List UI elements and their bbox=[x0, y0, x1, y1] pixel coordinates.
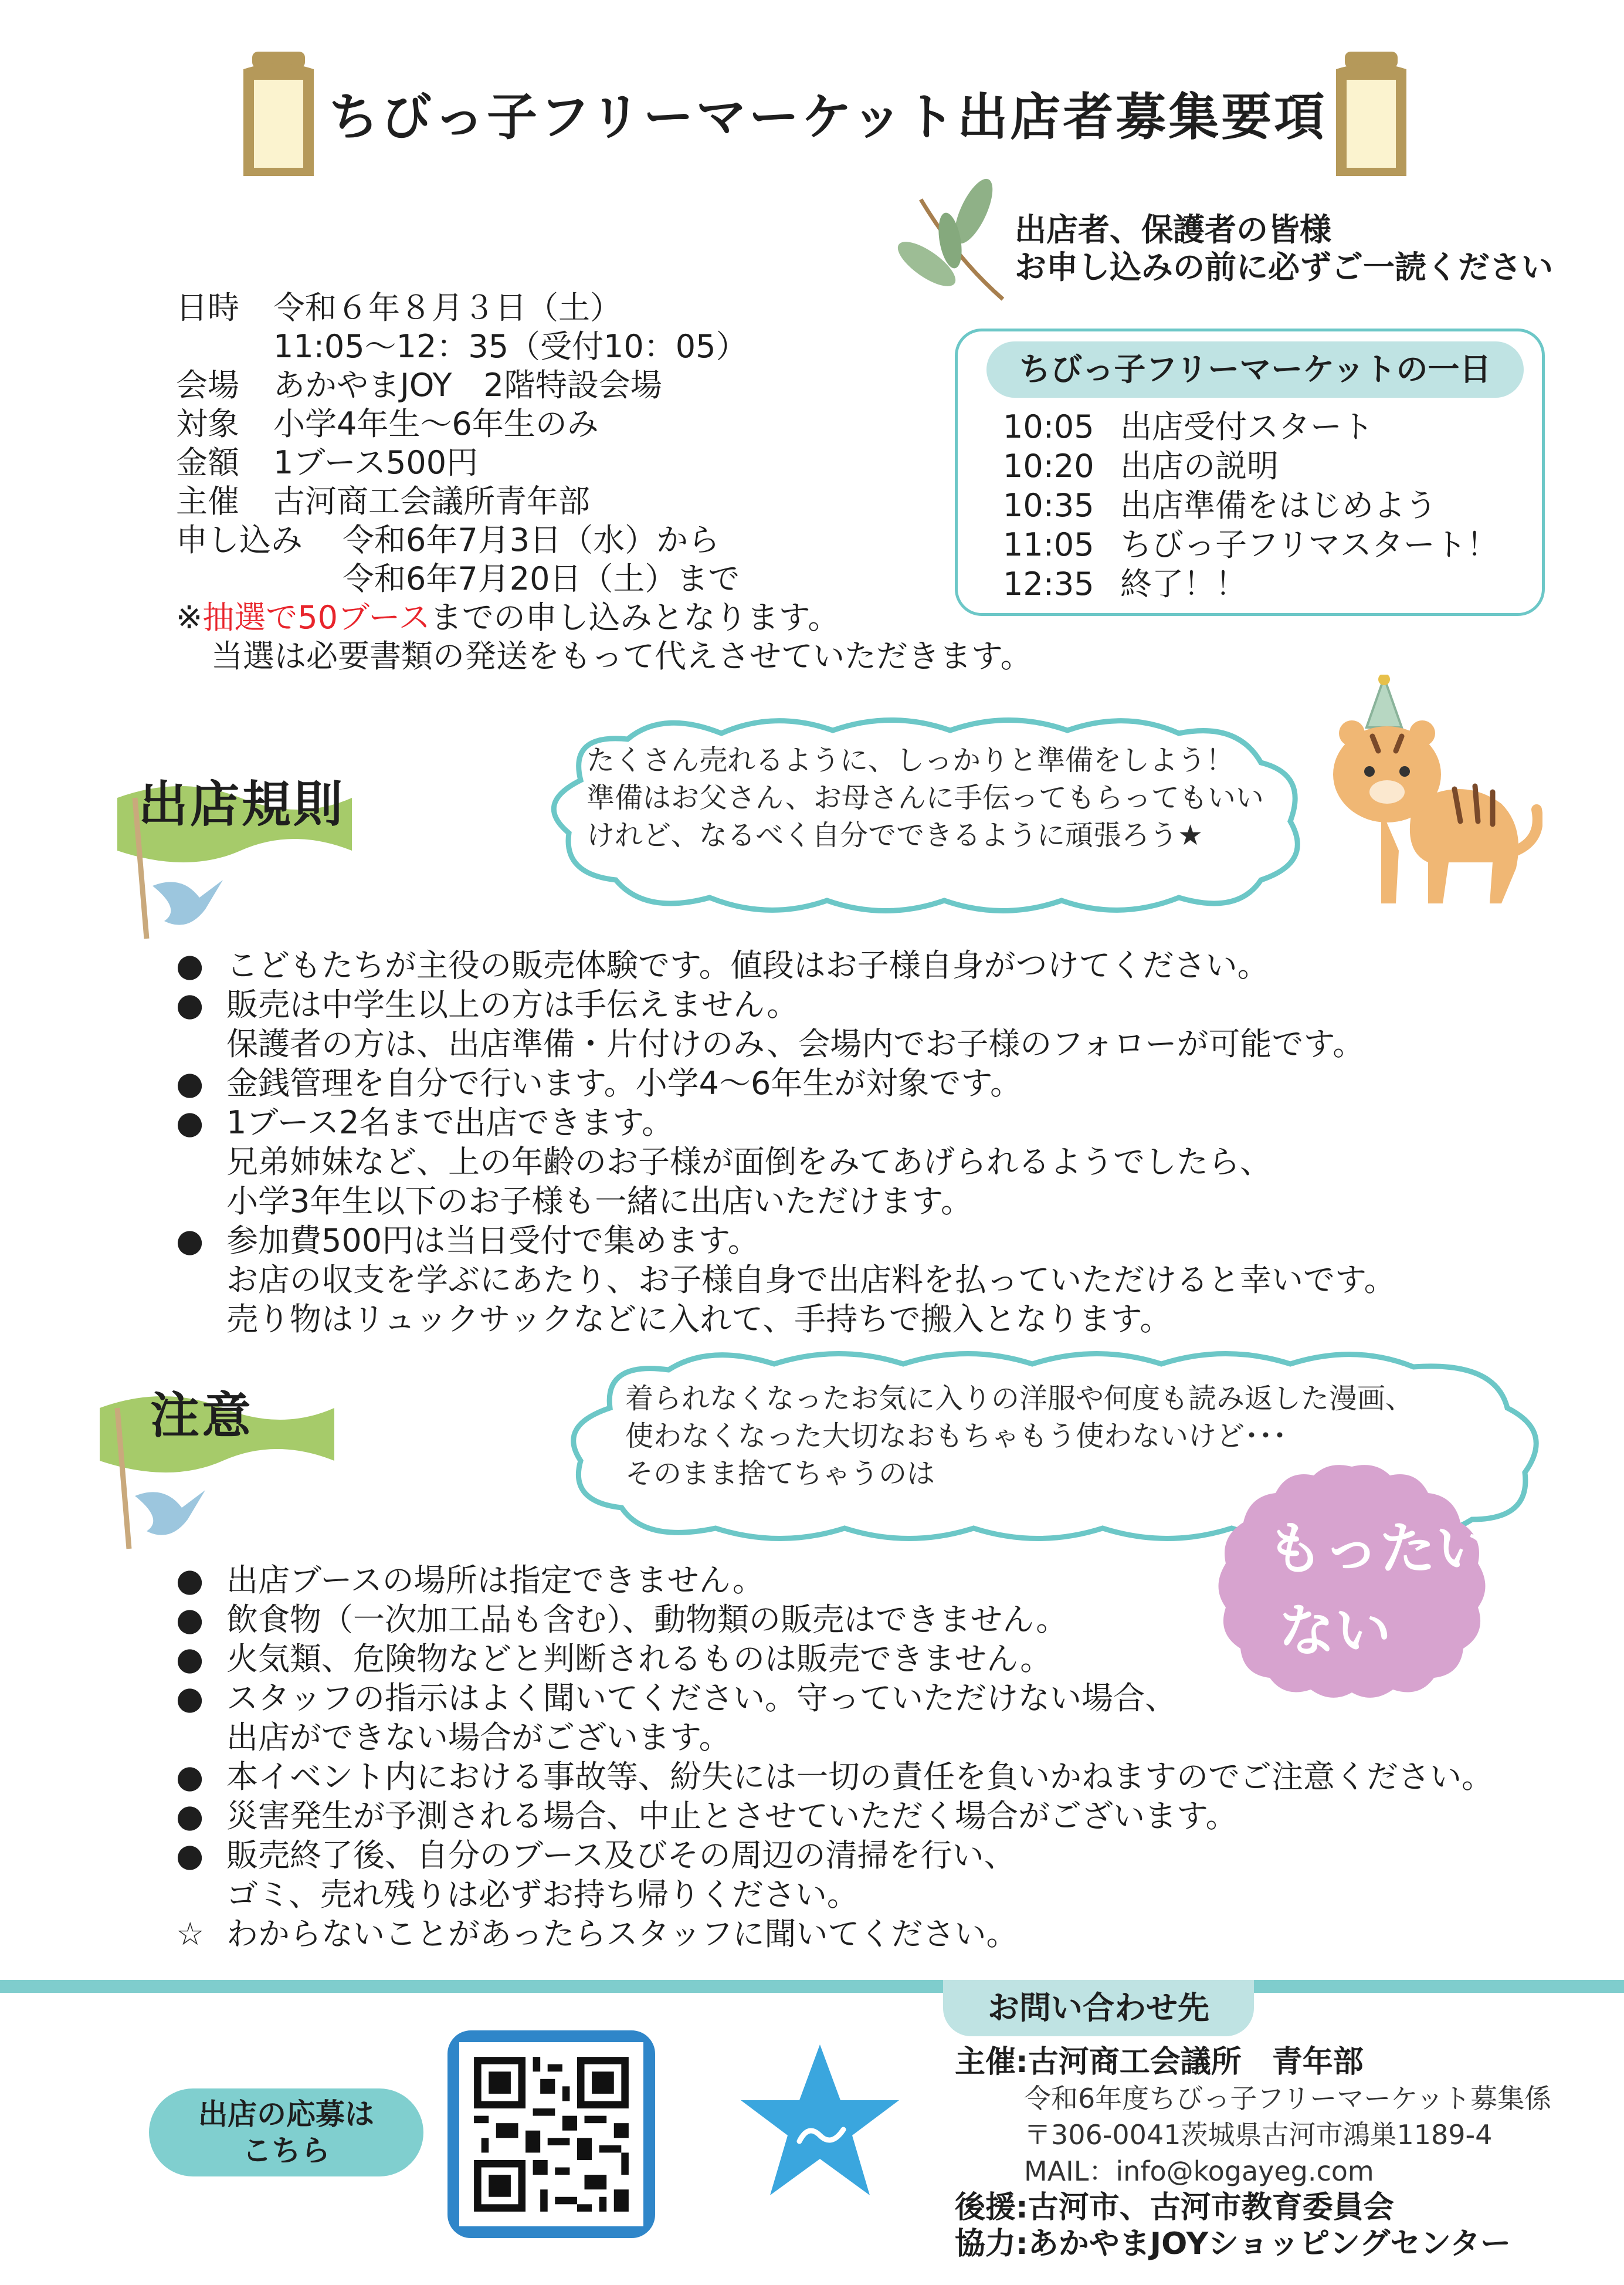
bullet-icon: ● bbox=[176, 1758, 204, 1795]
schedule-label: ちびっ子フリマスタート！ bbox=[1120, 526, 1498, 563]
list-item bbox=[176, 946, 1396, 985]
schedule-item bbox=[1003, 446, 1498, 486]
list-item bbox=[176, 1914, 1493, 1954]
mottainai-line: ない bbox=[1279, 1598, 1391, 1664]
list-item bbox=[176, 1639, 1493, 1678]
bullet-icon: ● bbox=[176, 947, 204, 984]
left-frame-icon bbox=[235, 46, 323, 182]
note-cont: ゴミ、売れ残りは必ずお持ち帰りください。 bbox=[226, 1876, 859, 1913]
apply-from: 令和6年7月3日（水）から bbox=[343, 522, 720, 558]
rules-bubble-text bbox=[586, 742, 1264, 854]
rule-cont: お店の収支を学ぶにあたり、お子様自身で出店料を払っていただけると幸いです。 bbox=[226, 1261, 1396, 1298]
notes-list bbox=[176, 1560, 1493, 1954]
intro-line-2: お申し込みの前に必ずご一読ください bbox=[1015, 249, 1553, 286]
list-item bbox=[176, 1064, 1396, 1103]
schedule-label: 出店の説明 bbox=[1120, 448, 1279, 485]
notes-bubble-line: 使わなくなった大切なおもちゃもう使わないけど･･･ bbox=[625, 1420, 1287, 1453]
contact-support: 後援:古河市、古河市教育委員会 bbox=[955, 2190, 1394, 2225]
rules-bubble-line: たくさん売れるように、しっかりと準備をしよう！ bbox=[586, 744, 1235, 777]
contact-info bbox=[955, 2044, 1551, 2262]
venue-label: 会場 bbox=[176, 367, 239, 404]
note-text: 本イベント内における事故等、紛失には一切の責任を負いかねますのでご注意ください。 bbox=[226, 1758, 1493, 1795]
bullet-icon: ● bbox=[176, 1601, 204, 1638]
note-text: 販売終了後、自分のブース及びその周辺の清掃を行い、 bbox=[226, 1837, 1016, 1874]
schedule-title: ちびっ子フリーマーケットの一日 bbox=[986, 341, 1524, 398]
rule-cont: 保護者の方は、出店準備・片付けのみ、会場内でお子様のフォローが可能です。 bbox=[226, 1025, 1365, 1062]
rules-heading: 出店規則 bbox=[138, 776, 345, 833]
apply-to: 令和6年7月20日（土）まで bbox=[343, 560, 740, 597]
footer-divider bbox=[0, 1980, 1624, 1993]
contact-host: 主催:古河商工会議所 青年部 bbox=[955, 2044, 1364, 2080]
list-item bbox=[176, 1678, 1493, 1718]
notes-bubble-line: そのまま捨てちゃうのは bbox=[625, 1457, 935, 1490]
intro-line-1: 出店者、保護者の皆様 bbox=[1015, 211, 1331, 248]
schedule-item bbox=[1003, 407, 1498, 446]
bullet-icon: ● bbox=[176, 1222, 204, 1259]
rule-text: 1ブース2名まで出店できます。 bbox=[226, 1104, 674, 1141]
schedule-label: 終了！！ bbox=[1120, 566, 1247, 602]
right-frame-icon bbox=[1327, 46, 1415, 182]
target-value: 小学4年生〜6年生のみ bbox=[273, 405, 599, 442]
bullet-icon: ● bbox=[176, 1640, 204, 1677]
list-item bbox=[176, 1757, 1493, 1796]
note-text: 災害発生が予測される場合、中止とさせていただく場合がございます。 bbox=[226, 1797, 1238, 1834]
schedule-time: 10:35 bbox=[1003, 487, 1094, 524]
bullet-icon: ● bbox=[176, 1104, 204, 1141]
note-text: 飲食物（一次加工品も含む）、動物類の販売はできません。 bbox=[226, 1601, 1068, 1638]
schedule-item bbox=[1003, 525, 1498, 564]
schedule-time: 10:05 bbox=[1003, 408, 1094, 445]
notes-heading: 注意 bbox=[150, 1387, 254, 1444]
page-title: ちびっ子フリーマーケット出店者募集要項 bbox=[328, 88, 1327, 147]
star-logo-icon bbox=[738, 2042, 902, 2200]
notes-bubble-line: 着られなくなったお気に入りの洋服や何度も読み返した漫画、 bbox=[625, 1382, 1414, 1415]
contact-address: 〒306-0041茨城県古河市鴻巣1189-4 bbox=[1024, 2119, 1493, 2151]
apply-label: 申し込み bbox=[176, 522, 303, 558]
apply-label: こちら bbox=[242, 2134, 330, 2168]
bullet-icon: ● bbox=[176, 1562, 204, 1599]
fee-label: 金額 bbox=[176, 444, 239, 481]
list-item bbox=[176, 1560, 1493, 1600]
schedule-item bbox=[1003, 564, 1498, 604]
rule-text: 参加費500円は当日受付で集めます。 bbox=[226, 1222, 760, 1259]
contact-title: お問い合わせ先 bbox=[943, 1980, 1254, 2036]
rule-text: 販売は中学生以上の方は手伝えません。 bbox=[226, 986, 799, 1023]
bullet-icon: ● bbox=[176, 1837, 204, 1874]
schedule-list bbox=[1003, 407, 1498, 604]
rule-text: こどもたちが主役の販売体験です。値段はお子様自身がつけてください。 bbox=[226, 947, 1269, 984]
list-item bbox=[176, 1103, 1396, 1142]
bullet-icon: ● bbox=[176, 1065, 204, 1102]
schedule-time: 12:35 bbox=[1003, 566, 1094, 602]
rule-cont: 小学3年生以下のお子様も一緒に出店いただけます。 bbox=[226, 1183, 973, 1220]
schedule-time: 10:20 bbox=[1003, 448, 1094, 485]
rule-cont: 売り物はリュックサックなどに入れて、手持ちで搬入となります。 bbox=[226, 1301, 1172, 1338]
intro-text bbox=[1015, 211, 1553, 286]
rule-text: 金銭管理を自分で行います。小学4〜6年生が対象です。 bbox=[226, 1065, 1022, 1102]
note-mark: ※ bbox=[176, 599, 203, 636]
list-item bbox=[176, 1221, 1396, 1260]
note-text: 出店ブースの場所は指定できません。 bbox=[226, 1562, 764, 1599]
apply-label: 出店の応募は bbox=[198, 2097, 374, 2131]
note-text: 火気類、危険物などと判断されるものは販売できません。 bbox=[226, 1640, 1052, 1677]
contact-dept: 令和6年度ちびっ子フリーマーケット募集係 bbox=[1024, 2083, 1552, 2114]
schedule-time: 11:05 bbox=[1003, 526, 1094, 563]
contact-mail: MAIL：info@kogayeg.com bbox=[1024, 2155, 1374, 2187]
note-text: わからないことがあったらスタッフに聞いてください。 bbox=[226, 1915, 1018, 1952]
host-value: 古河商工会議所青年部 bbox=[273, 483, 590, 520]
tiger-illustration-icon bbox=[1314, 675, 1542, 909]
list-item bbox=[176, 1836, 1493, 1875]
star-bullet-icon: ☆ bbox=[176, 1915, 205, 1952]
venue-value: あかやまJOY 2階特設会場 bbox=[273, 367, 662, 404]
mottainai-line: もったい bbox=[1267, 1516, 1492, 1582]
time-value: 11:05〜12：35（受付10：05） bbox=[273, 328, 748, 365]
apply-here-button[interactable] bbox=[149, 2088, 423, 2176]
note-text: スタッフの指示はよく聞いてください。守っていただけない場合、 bbox=[226, 1680, 1177, 1717]
event-info bbox=[176, 289, 1032, 676]
leaf-sprig-icon bbox=[886, 176, 1015, 305]
note-cont: 出店ができない場合がございます。 bbox=[226, 1719, 731, 1756]
bullet-icon: ● bbox=[176, 986, 204, 1023]
fee-value: 1ブース500円 bbox=[273, 444, 479, 481]
list-item bbox=[176, 985, 1396, 1024]
date-label: 日時 bbox=[176, 289, 239, 326]
rule-cont: 兄弟姉妹など、上の年齢のお子様が面倒をみてあげられるようでしたら、 bbox=[226, 1143, 1272, 1180]
target-label: 対象 bbox=[176, 405, 239, 442]
contact-coop: 協力:あかやまJOYショッピングセンター bbox=[955, 2226, 1511, 2262]
host-label: 主催 bbox=[176, 483, 239, 520]
lottery-note: 抽選で50ブース bbox=[202, 599, 430, 636]
date-value: 令和６年８月３日（土） bbox=[273, 289, 622, 326]
schedule-label: 出店準備をはじめよう bbox=[1120, 487, 1437, 524]
rules-list bbox=[176, 946, 1396, 1339]
note-rest: までの申し込みとなります。 bbox=[430, 599, 840, 636]
qr-code[interactable] bbox=[447, 2030, 655, 2238]
qr-code-icon bbox=[459, 2042, 643, 2226]
rules-bubble-line: 準備はお父さん、お母さんに手伝ってもらってもいい bbox=[586, 781, 1264, 814]
list-item bbox=[176, 1796, 1493, 1836]
winner-note: 当選は必要書類の発送をもって代えさせていただきます。 bbox=[211, 638, 1032, 675]
schedule-item bbox=[1003, 486, 1498, 525]
schedule-label: 出店受付スタート bbox=[1120, 408, 1374, 445]
list-item bbox=[176, 1600, 1493, 1639]
bullet-icon: ● bbox=[176, 1797, 204, 1834]
rules-bubble-line: けれど、なるべく自分でできるように頑張ろう★ bbox=[586, 819, 1203, 852]
bullet-icon: ● bbox=[176, 1680, 204, 1717]
